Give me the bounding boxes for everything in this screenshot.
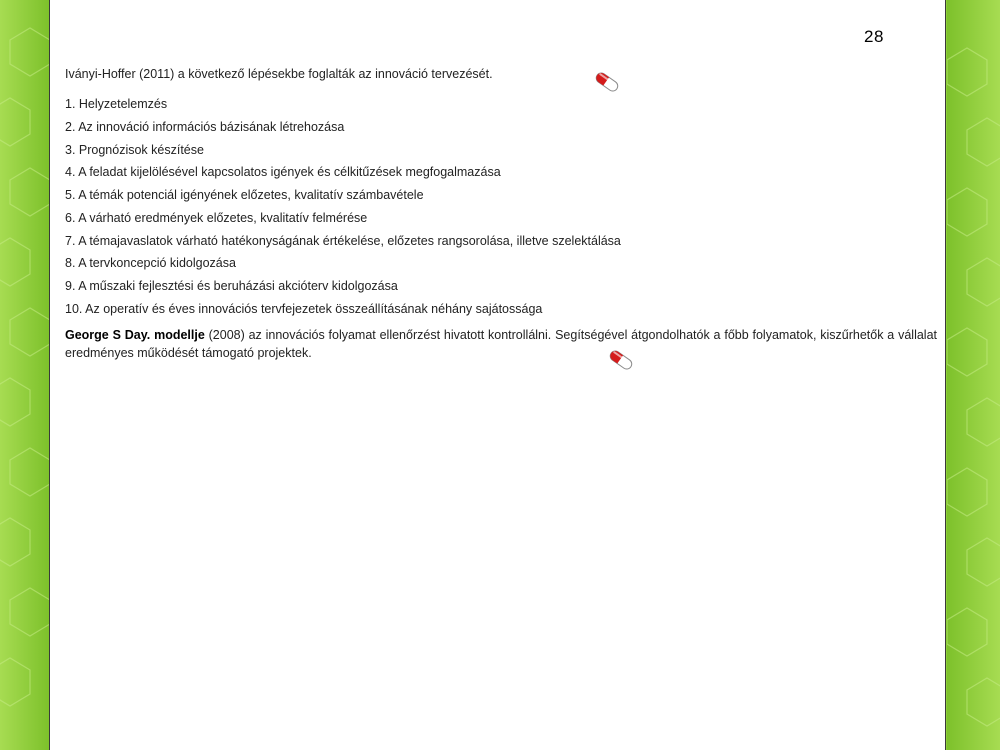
step-item: 9. A műszaki fejlesztési és beruházási akcióterv kidolgozása [65,279,398,293]
steps-list [65,94,621,322]
intro-text: Iványi-Hoffer (2011) a következő lépésekbe foglalták az innováció tervezését. [65,67,493,81]
slide-page [49,0,946,750]
step-item: 3. Prognózisok készítése [65,142,204,157]
left-decorative-border [0,0,49,750]
step-item: 2. Az innováció információs bázisának létrehozása [65,119,345,134]
step-item: 8. A tervkoncepció kidolgozása [65,256,236,271]
pill-icon [606,346,636,374]
step-item: 6. A várható eredmények előzetes, kvalitatív felmérése [65,210,368,225]
day-model-title: George S Day. modellje [65,328,205,342]
right-decorative-border [947,0,1000,750]
day-model-paragraph [65,327,937,362]
step-item: 4. A feladat kijelölésével kapcsolatos igények és célkitűzések megfogalmazása [65,165,501,180]
day-model-text: (2008) az innovációs folyamat ellenőrzést hivatott kontrollálni. Segítségével átgondolhatók a főbb folyamatok, kiszűrhetők a vállalat eredményes működését támogató projektek. [65,328,938,360]
step-item: 10. Az operatív és éves innovációs tervfejezetek összeállításának néhány sajátossága [65,301,543,316]
step-item: 1. Helyzetelemzés [65,97,168,111]
step-item: 5. A témák potenciál igényének előzetes, kvalitatív számbavétele [65,188,424,202]
pill-icon [592,68,622,96]
step-item: 7. A témajavaslatok várható hatékonyságának értékelése, előzetes rangsorolása, illetve szelektálása [65,233,621,248]
page-number: 28 [864,27,884,46]
